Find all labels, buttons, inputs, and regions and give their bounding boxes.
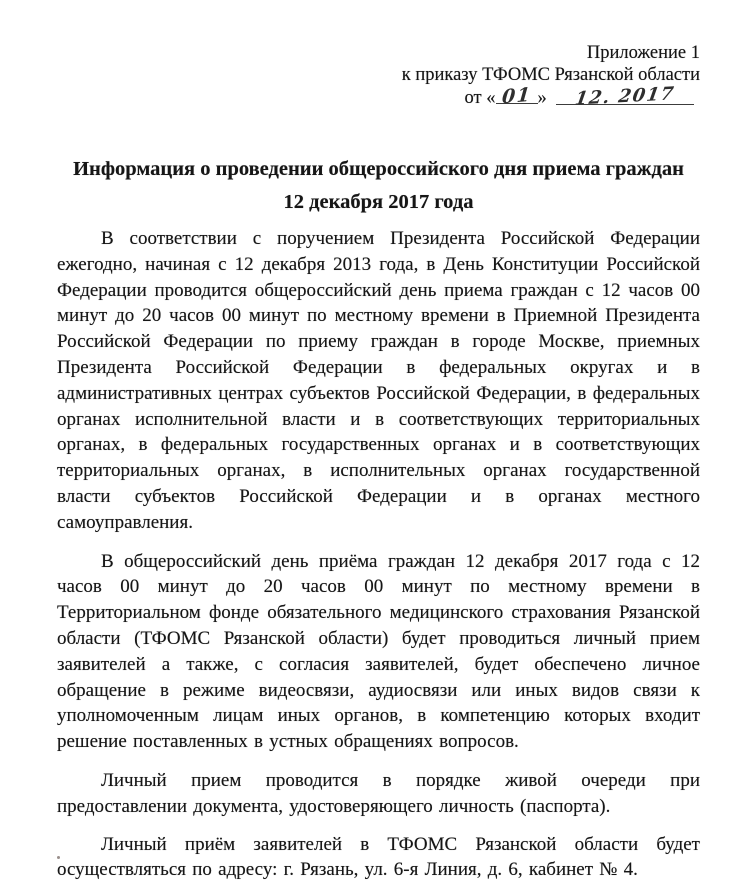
- appendix-header: [402, 42, 700, 109]
- appendix-number: Приложение 1: [586, 43, 700, 63]
- document-title: [57, 153, 700, 219]
- date-prefix: от «: [464, 88, 496, 108]
- scan-artifact-dot: [57, 856, 60, 859]
- date-quote-close: »: [537, 88, 547, 108]
- paragraph-2: В общероссийский день приёма граждан 12 декабря 2017 года с 12 часов 00 минут до 20 часов 00 минут по местному времени в Территориальном фонде обязательного медицинского страхования Рязанской области (ТФОМС Рязанской области) будет проводиться личный прием заявителей а также, с согласия заявителей, будет обеспечено личное обращение в режиме видеосвязи, аудиосвязи или иных видов связи к уполномоченным лицам иных органов, в компетенцию которых входит решение поставленных в устных обращениях вопросов.: [57, 550, 700, 753]
- paragraph-4: Личный приём заявителей в ТФОМС Рязанской области будет осуществляться по адресу: г. Рязань, ул. 6-я Линия, д. 6, кабинет № 4.: [57, 833, 700, 881]
- paragraph-1: В соответствии с поручением Президента Российской Федерации ежегодно, начиная с 12 декабря 2013 года, в День Конституции Российской Федерации проводится общероссийский день приема граждан с 12 часов 00 минут до 20 часов 00 минут по местному времени в Приемной Президента Российской Федерации по приему граждан в городе Москве, приемных Президента Российской Федерации в федеральных округах и в административных центрах субъектов Российской Федерации, в федеральных органах исполнительной власти и в соответствующих территориальных органах, в федеральных государственных органах и в соответствующих территориальных органах, в исполнительных органах государственной власти субъектов Российской Федерации и в органах местного самоуправления.: [57, 228, 700, 533]
- order-date-line: [402, 83, 694, 110]
- handwritten-day: 01: [500, 83, 533, 109]
- date-rest-blank: [556, 83, 694, 110]
- document-title-line2: 12 декабря 2017 года: [283, 191, 474, 213]
- document-title-line1: Информация о проведении общероссийского дня приема граждан: [73, 158, 684, 180]
- paragraph-3: Личный прием проводится в порядке живой очереди при предоставлении документа, удостоверяющего личность (паспорта).: [57, 769, 700, 817]
- document-body: [57, 226, 700, 883]
- handwritten-month-year: 12. 2017: [573, 83, 677, 110]
- date-day-blank: [496, 83, 538, 109]
- order-reference: к приказу ТФОМС Рязанской области: [401, 65, 700, 85]
